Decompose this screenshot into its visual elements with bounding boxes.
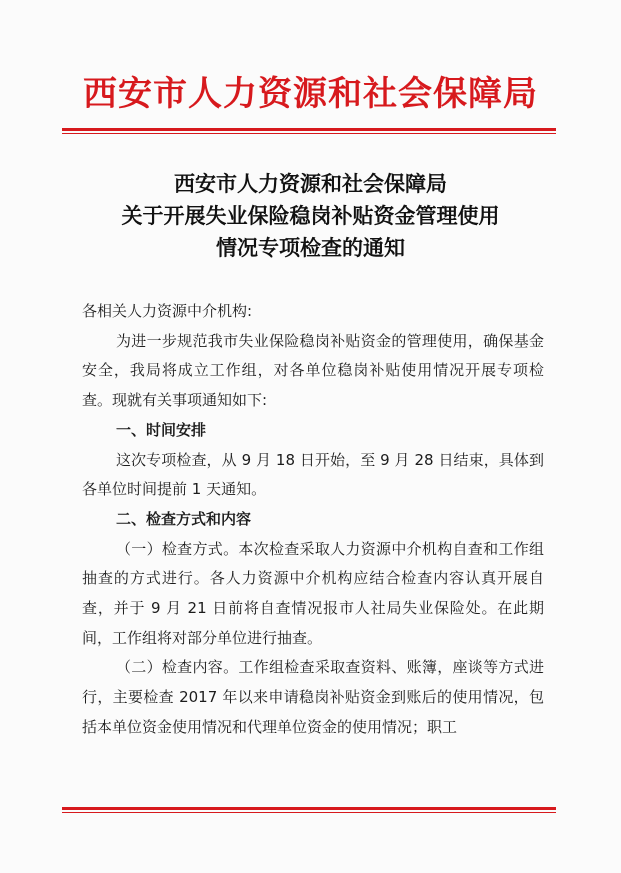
addressee: 各相关人力资源中介机构: <box>82 302 253 320</box>
method-paragraph: （一）检查方式。本次检查采取人力资源中介机构自查和工作组抽查的方式进行。各人力资源中介机构应结合检查内容认真开展自查，并于 9 月 21 日前将自查情况报市人社局失业保险处。在此期间，工作组将对部分单位进行抽查。 <box>82 539 544 647</box>
section-heading-time: 一、时间安排 <box>116 420 207 439</box>
section-time-paragraph: 这次专项检查，从 9 月 18 日开始，至 9 月 28 日结束，具体到各单位时间提前 1 天通知。 <box>82 450 544 499</box>
footer-red-rule-thick <box>62 807 556 810</box>
document-body <box>82 297 544 743</box>
masthead-org-name: 西安市人力资源和社会保障局 <box>83 74 538 114</box>
masthead-red-rule-thick <box>62 128 556 131</box>
content-paragraph: （二）检查内容。工作组检查采取查资料、账簿，座谈等方式进行，主要检查 2017 年以来申请稳岗补贴资金到账后的使用情况，包括本单位资金使用情况和代理单位资金的使用情况；职工 <box>82 658 544 736</box>
document-title-line: 西安市人力资源和社会保障局 <box>174 171 447 196</box>
document-title-line: 情况专项检查的通知 <box>216 235 405 260</box>
document-title-line: 关于开展失业保险稳岗补贴资金管理使用 <box>121 203 500 228</box>
section-heading-method: 二、检查方式和内容 <box>116 509 252 528</box>
document-title <box>0 168 621 264</box>
footer-red-rule-thin <box>62 812 556 813</box>
masthead-red-rule-thin <box>62 133 556 134</box>
intro-paragraph: 为进一步规范我市失业保险稳岗补贴资金的管理使用，确保基金安全，我局将成立工作组，对各单位稳岗补贴使用情况开展专项检查。现就有关事项通知如下: <box>82 331 544 410</box>
